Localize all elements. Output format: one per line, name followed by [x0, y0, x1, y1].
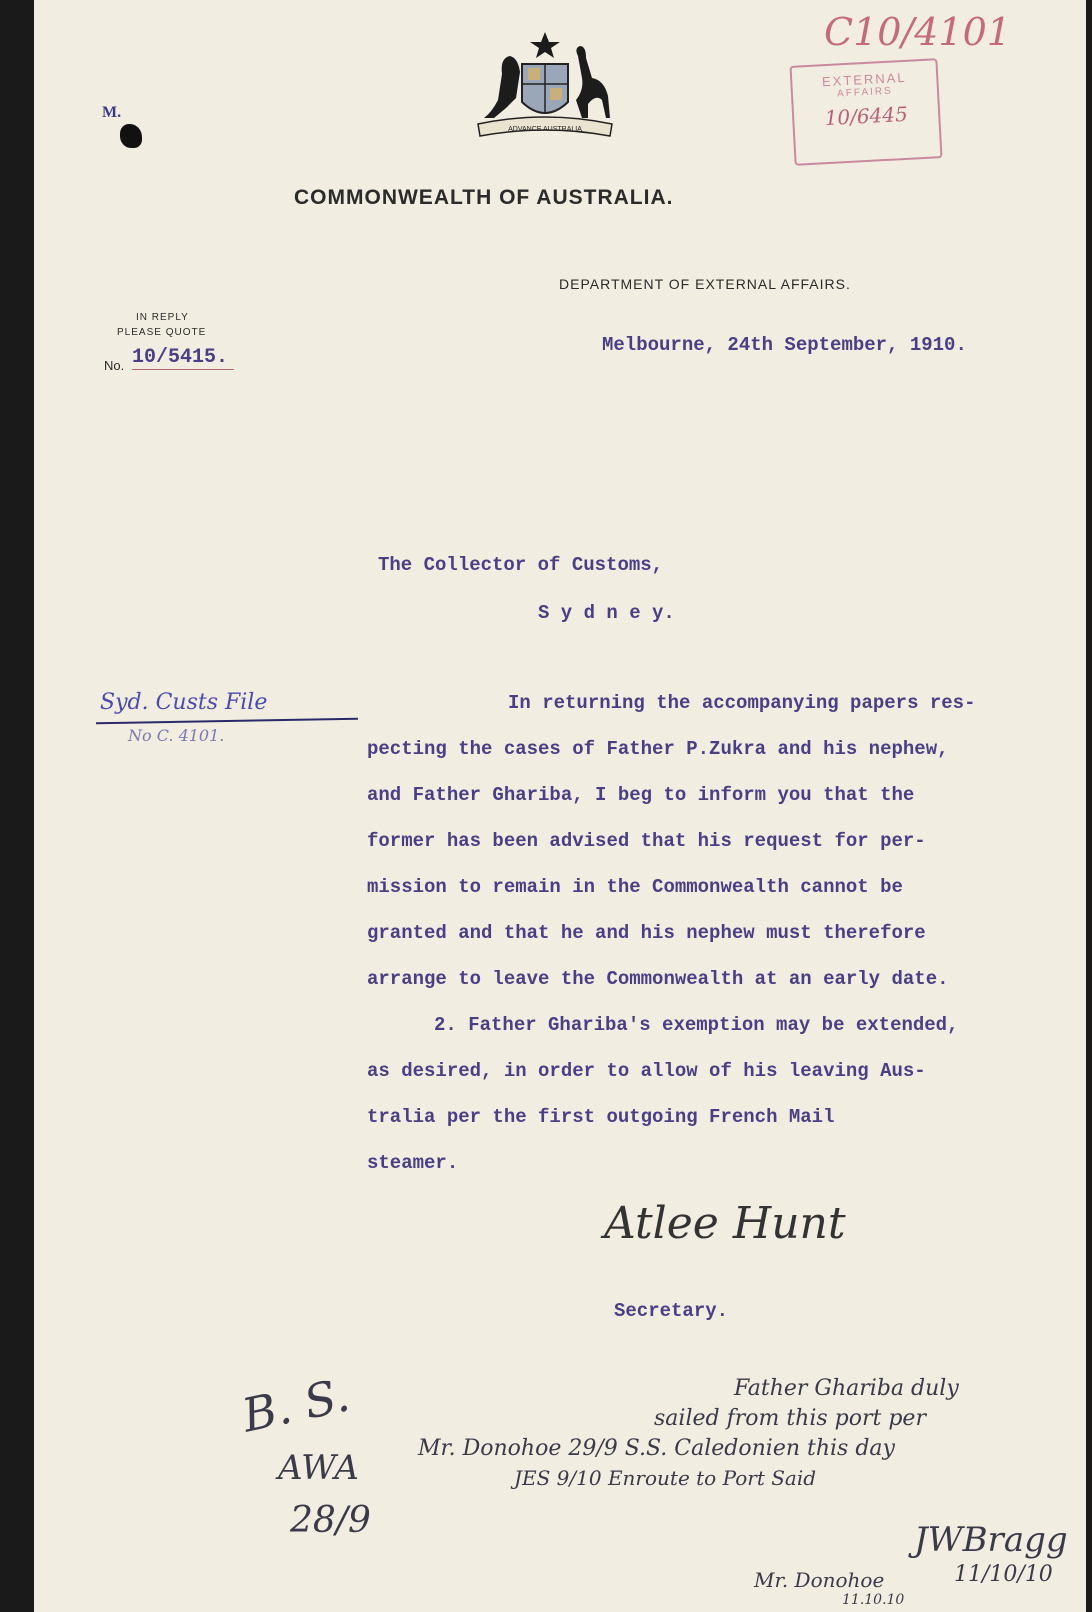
file-reference: C10/4101	[824, 10, 1011, 54]
place-date: Melbourne, 24th September, 1910.	[602, 334, 967, 356]
body-line: as desired, in order to allow of his leaving Aus-	[367, 1060, 926, 1082]
coat-of-arms-emblem	[470, 28, 620, 146]
body-line: mission to remain in the Commonwealth cannot be	[367, 876, 903, 898]
emu-icon	[576, 46, 610, 118]
ink-blot	[120, 124, 142, 148]
received-stamp	[789, 58, 942, 166]
note-line: Father Ghariba duly	[734, 1376, 959, 1401]
stamp-number: 10/6445	[824, 101, 909, 131]
body-line: and Father Ghariba, I beg to inform you that the	[367, 784, 915, 806]
bottom-sign: Mr. Donohoe	[754, 1568, 885, 1592]
reply-line2: PLEASE QUOTE	[117, 327, 207, 338]
addressee-line1: The Collector of Customs,	[378, 554, 664, 576]
reply-number: 10/5415.	[132, 346, 234, 370]
body-line: arrange to leave the Commonwealth at an early date.	[367, 968, 949, 990]
bottom-sign-date: 11.10.10	[842, 1592, 905, 1608]
note-line: JES 9/10 Enroute to Port Said	[514, 1466, 817, 1490]
stamp-line1: EXTERNAL	[821, 69, 907, 90]
margin-note-underline	[96, 718, 358, 725]
bragg-date: 11/10/10	[954, 1562, 1053, 1587]
note-line: sailed from this port per	[654, 1406, 926, 1431]
body-line: 2. Father Ghariba's exemption may be extended,	[434, 1014, 959, 1036]
body-line: steamer.	[367, 1152, 459, 1174]
kangaroo-icon	[484, 56, 520, 118]
initials-date: 28/9	[290, 1500, 371, 1541]
stamp-line2: AFFAIRS	[836, 85, 894, 100]
signature: Atlee Hunt	[604, 1198, 846, 1249]
reply-no-label: No.	[104, 358, 125, 373]
body-line: In returning the accompanying papers res-	[508, 692, 976, 714]
body-line: former has been advised that his request for per-	[367, 830, 926, 852]
letter-page	[34, 0, 1086, 1612]
reply-line1: IN REPLY	[136, 312, 189, 323]
page-title: COMMONWEALTH OF AUSTRALIA.	[294, 186, 674, 209]
note-line: Mr. Donohoe 29/9 S.S. Caledonien this day	[418, 1436, 895, 1461]
addressee-line2: S y d n e y.	[538, 602, 675, 624]
bragg-signature: JWBragg	[914, 1520, 1068, 1560]
left-mark: M.	[102, 104, 122, 121]
margin-note-line2: No C. 4101.	[128, 726, 225, 745]
department-name: DEPARTMENT OF EXTERNAL AFFAIRS.	[559, 276, 851, 292]
closing-title: Secretary.	[614, 1300, 729, 1322]
body-line: tralia per the first outgoing French Mail	[367, 1106, 835, 1128]
margin-note-line1: Syd. Custs File	[100, 690, 268, 715]
star-icon	[530, 32, 560, 58]
initials-second: AWA	[278, 1448, 359, 1488]
body-line: pecting the cases of Father P.Zukra and his nephew,	[367, 738, 949, 760]
initials: B. S.	[237, 1367, 354, 1443]
crest-motto: ADVANCE AUSTRALIA	[508, 126, 582, 133]
body-line: granted and that he and his nephew must therefore	[367, 922, 926, 944]
